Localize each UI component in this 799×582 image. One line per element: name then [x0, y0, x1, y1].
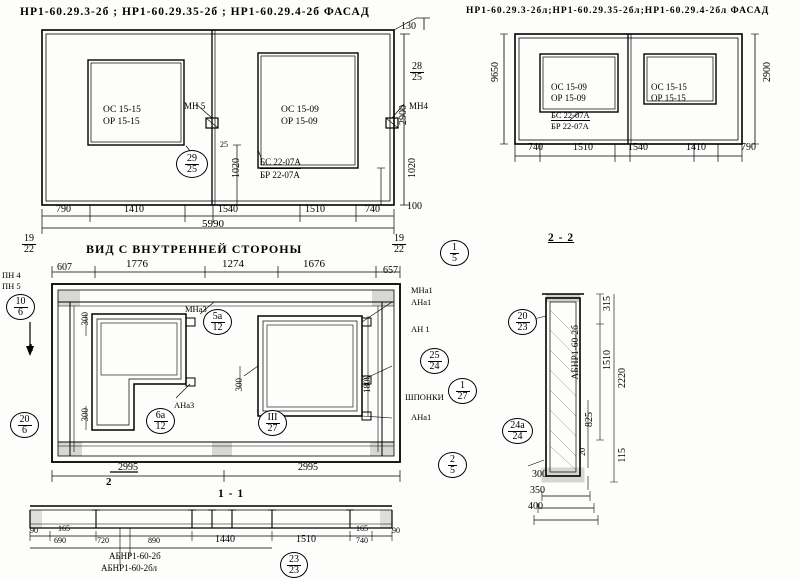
facade-left-mark-mn4: МН4 [409, 101, 429, 111]
sec22-dim-300: 300 [532, 469, 547, 480]
inner-view-title: ВИД С ВНУТРЕННЕЙ СТОРОНЫ [86, 242, 303, 256]
inner-balloon-III-27: $\frac{\text{III}}{27}$ [258, 410, 287, 436]
sec22-label-vertical: АБНР1-60-2б [571, 325, 581, 380]
inner-dim-1274: 1274 [222, 258, 244, 270]
facade-right-dim-2900: 2900 [762, 62, 773, 82]
facade-left-dim-130: 130 [401, 21, 416, 32]
section-mark-1-left: 1 [28, 342, 34, 354]
facade-left-dim-28-25: $\frac{28}{25}$ [412, 61, 422, 83]
facade-left-dim-1410: 1410 [124, 204, 144, 215]
inner-dim-300-c: 300 [234, 378, 244, 392]
sec22-dim-2220: 2220 [617, 368, 628, 388]
facade-left-dim-1020-inner: 1020 [231, 158, 242, 178]
facade-right-panel-note-top: БС 22-07А [551, 110, 590, 120]
inner-balloon-6a-12: $\frac{6а}{12}$ [146, 408, 175, 434]
facade-left-panel-note-top: БС 22-07А [260, 157, 301, 167]
section-mark-2-bottom: 2 [106, 476, 112, 488]
sec22-dim-350: 350 [530, 485, 545, 496]
inner-dim-300-a: 300 [80, 312, 90, 326]
inner-label-ana3: АНа3 [174, 400, 195, 410]
inner-dim-1776: 1776 [126, 258, 148, 270]
sec22-balloon-20-23: $\frac{20}{23}$ [508, 309, 537, 335]
facade-left-dim-overall: 5990 [202, 218, 224, 230]
sec11-label-1: АБНР1-60-2б [109, 551, 161, 561]
facade-left-dim-1020-right: 1020 [407, 158, 418, 178]
facade-right-window-2-code-top: ОС 15-15 [651, 82, 687, 92]
sec11-label-2: АБНР1-60-2бл [101, 563, 158, 573]
facade-left-dim-100: 100 [407, 201, 422, 212]
facade-left-window-1-code-top: ОС 15-15 [103, 105, 141, 115]
sec11-dim-90-r: 90 [392, 526, 400, 535]
section-2-2-title: 2 - 2 [548, 232, 575, 244]
sec11-dim-165-r: 165 [356, 524, 368, 533]
sec22-balloon-24a-24: $\frac{24а}{24}$ [502, 418, 533, 444]
sec11-dim-690: 690 [54, 536, 66, 545]
inner-dim-2995-left: 2995 [118, 462, 138, 473]
facade-right-dim-1540: 1540 [628, 142, 648, 153]
inner-dim-300-b: 300 [80, 408, 90, 422]
facade-right-panel-note-bot: БР 22-07А [551, 121, 589, 131]
sec11-dim-1510: 1510 [296, 534, 316, 545]
inner-label-ana1-top: АНа1 [411, 297, 432, 307]
inner-balloon-25-24: $\frac{25}{24}$ [420, 348, 449, 374]
balloon-bottom: 25 [187, 163, 197, 175]
inner-label-an1: АН 1 [411, 324, 430, 334]
sec22-dim-20: 20 [578, 448, 587, 456]
sec11-dim-890: 890 [148, 536, 160, 545]
sec11-dim-740: 740 [356, 536, 368, 545]
sec22-dim-115: 115 [617, 448, 628, 463]
inner-balloon-5a-12: $\frac{5а}{12}$ [203, 309, 232, 335]
facade-right-dim-740: 740 [528, 142, 543, 153]
facade-right-geometry [460, 14, 799, 204]
facade-left-dim-2900: 2900 [398, 105, 409, 125]
inner-label-pn5: ПН 5 [2, 281, 21, 291]
facade-right-dim-790: 790 [741, 142, 756, 153]
facade-left-balloon-29-25 [176, 150, 208, 178]
inner-label-shponki: ШПОНКИ [405, 392, 444, 402]
facade-right-window-1-code-bot: ОР 15-09 [551, 93, 586, 103]
inner-label-mna1: МНа1 [411, 285, 433, 295]
facade-left-window-2-code-top: ОС 15-09 [281, 105, 319, 115]
sec22-dim-315: 315 [602, 296, 613, 311]
facade-right-title: НР1-60.29.3-2бл;НР1-60.29.35-2бл;НР1-60.29.4-2бл ФАСАД [466, 6, 770, 16]
balloon-top: 29 [187, 152, 197, 164]
inner-view-geometry [0, 233, 470, 486]
facade-left-window-2-code-bot: ОР 15-09 [281, 117, 318, 127]
section-1-1-geometry [0, 498, 470, 582]
inner-mark-19-22-right: $\frac{19}{22}$ [394, 233, 404, 255]
sec11-dim-165: 165 [58, 524, 70, 533]
sec22-dim-825: 825 [584, 412, 595, 427]
inner-balloon-1-27: $\frac{1}{27}$ [448, 378, 477, 404]
sec11-balloon-23-23: $\frac{23}{23}$ [280, 552, 308, 578]
facade-right-dim-1510: 1510 [573, 142, 593, 153]
inner-label-pn4: ПН 4 [2, 270, 21, 280]
sec22-dim-1510: 1510 [602, 350, 613, 370]
inner-dim-1800: 1800 [362, 375, 372, 393]
inner-dim-657: 657 [383, 265, 398, 276]
facade-right-window-1-code-top: ОС 15-09 [551, 82, 587, 92]
sec11-dim-720: 720 [97, 536, 109, 545]
facade-left-dim-790: 790 [56, 204, 71, 215]
inner-balloon-2-5: $\frac{2}{5}$ [438, 452, 467, 478]
inner-dim-2995-right: 2995 [298, 462, 318, 473]
facade-left-window-1-code-bot: ОР 15-15 [103, 117, 140, 127]
sec11-dim-1440: 1440 [215, 534, 235, 545]
inner-dim-1676: 1676 [303, 258, 325, 270]
sec11-dim-90: 90 [30, 526, 38, 535]
facade-left-dim-25-inner: 25 [220, 140, 228, 149]
facade-right-dim-9650: 9650 [490, 62, 501, 82]
facade-left-panel-note-bot: БР 22-07А [260, 170, 300, 180]
sec22-dim-400: 400 [528, 501, 543, 512]
inner-mark-19-22-left: $\frac{19}{22}$ [24, 233, 34, 255]
inner-dim-607: 607 [57, 262, 72, 273]
facade-right-dim-1410: 1410 [686, 142, 706, 153]
facade-left-dim-1510: 1510 [305, 204, 325, 215]
inner-label-ana1-bot: АНа1 [411, 412, 432, 422]
inner-balloon-20-6: $\frac{20}{6}$ [10, 412, 39, 438]
facade-right-window-2-code-bot: ОР 15-15 [651, 93, 686, 103]
inner-balloon-10-6: $\frac{10}{6}$ [6, 294, 35, 320]
facade-left-dim-740: 740 [365, 204, 380, 215]
inner-label-mna3: МНа3 [185, 304, 207, 314]
facade-left-dim-1540: 1540 [218, 204, 238, 215]
facade-left-mark-mn5: МН 5 [184, 101, 206, 111]
section-1-1-title: 1 - 1 [218, 488, 245, 500]
inner-balloon-1-5: $\frac{1}{5}$ [440, 240, 469, 266]
facade-left-title: НР1-60.29.3-2б ; НР1-60.29.35-2б ; НР1-60.29.4-2б ФАСАД [20, 6, 370, 18]
